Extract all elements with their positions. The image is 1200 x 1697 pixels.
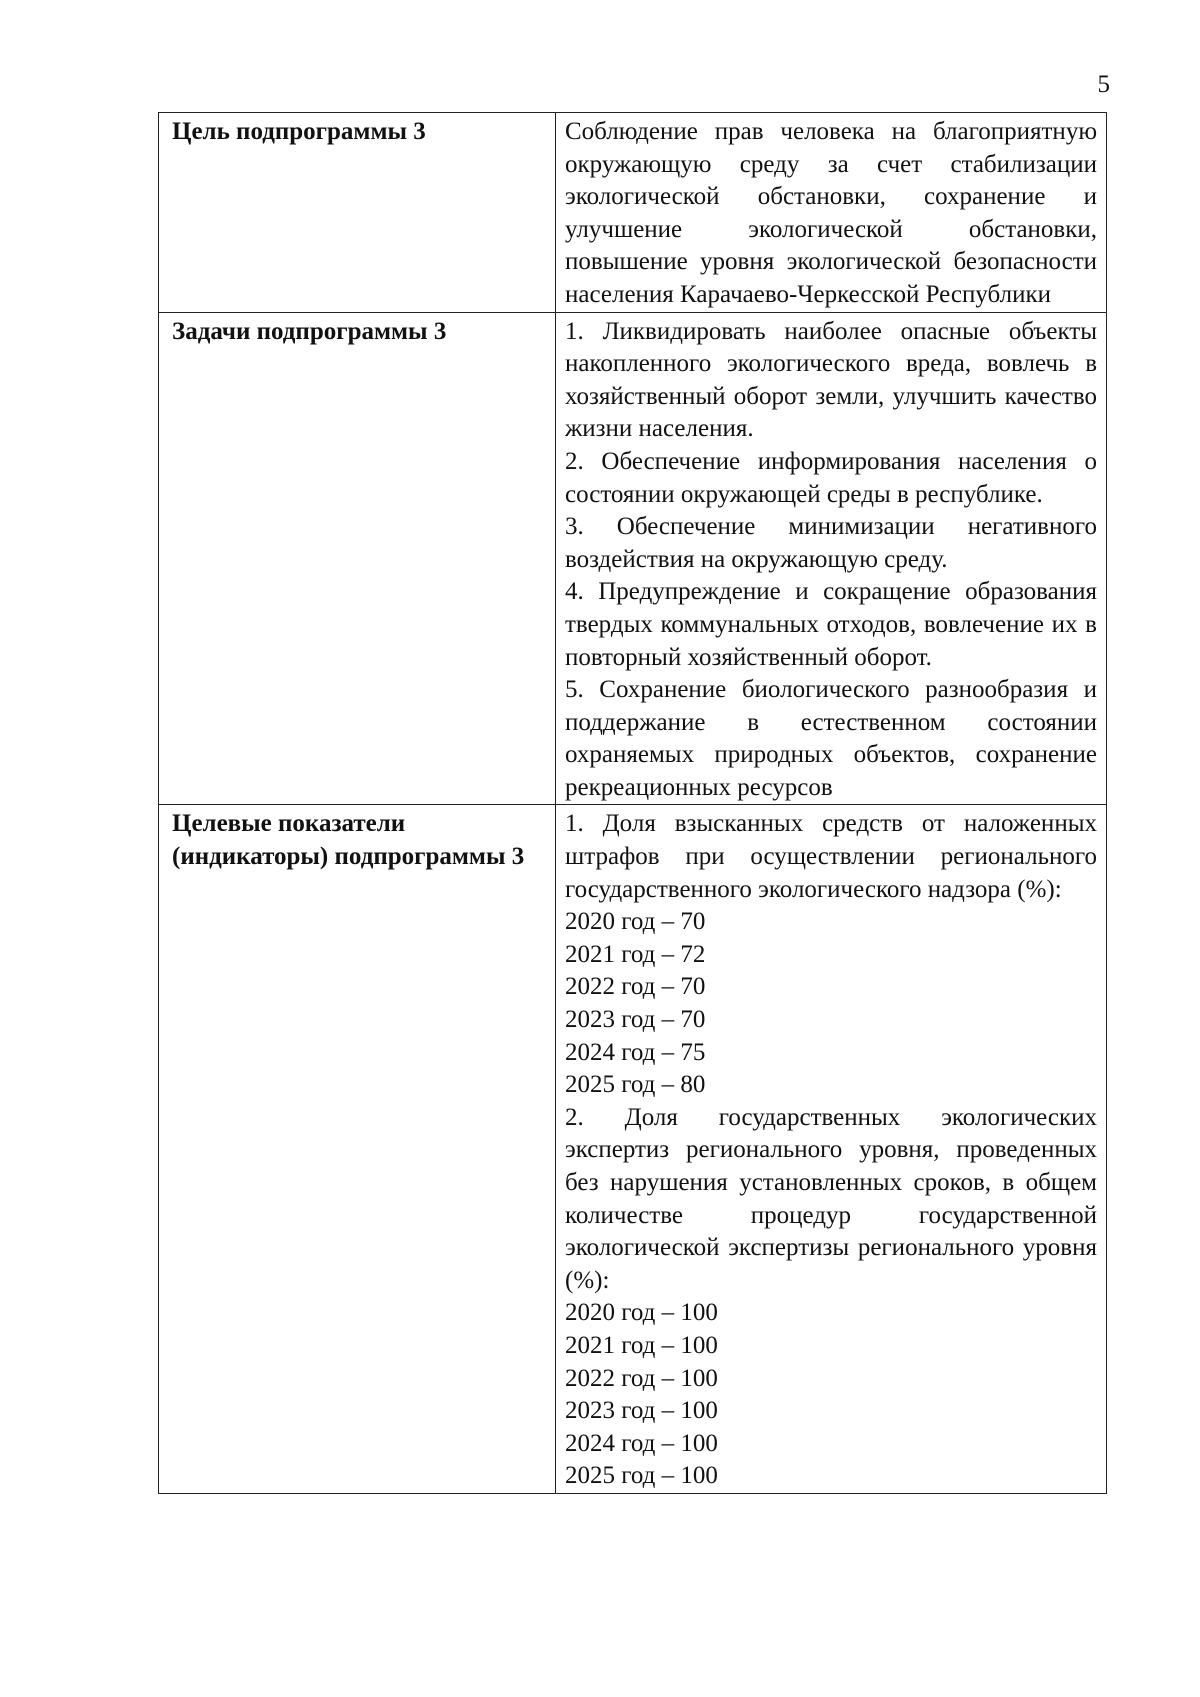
task-item-5: 5. Сохранение биологического разнообразия и поддержание в естественном состоянии охраняемых природных объектов, сохранение рекреационных ресурсов (565, 676, 1097, 801)
task-item-2: 2. Обеспечение информирования населения о состоянии окружающей среды в республике. (565, 447, 1097, 508)
goal-text: Соблюдение прав человека на благоприятную окружающую среду за счет стабилизации экологической обстановки, сохранение и улучшение экологической обстановки, повышение уровня экологической безопасности населения Карачаево-Черкесской Республики (565, 118, 1097, 308)
subprogram-passport-table (158, 112, 1107, 1494)
table-row-indicators (159, 805, 1107, 1493)
task-item-1: 1. Ликвидировать наиболее опасные объекты накопленного экологического вреда, вовлечь в хозяйственный оборот земли, улучшить качество жизни населения. (565, 317, 1097, 443)
indicator-2-year-2025: 2025 год – 100 (565, 1462, 718, 1490)
indicator-1-year-2020: 2020 год – 70 (565, 908, 706, 936)
row-label-indicators: Целевые показатели (индикаторы) подпрограммы 3 (159, 805, 556, 1493)
indicator-2-year-2023: 2023 год – 100 (565, 1397, 718, 1425)
task-item-4: 4. Предупреждение и сокращение образования твердых коммунальных отходов, вовлечение их в повторный хозяйственный оборот. (565, 578, 1097, 671)
indicator-1-title: 1. Доля взысканных средств от наложенных штрафов при осуществлении регионального государственного экологического надзора (%): (565, 810, 1097, 903)
indicator-1-year-2023: 2023 год – 70 (565, 1006, 706, 1034)
row-label-tasks: Задачи подпрограммы 3 (159, 312, 556, 805)
row-value-indicators (556, 805, 1107, 1493)
row-label-goal: Цель подпрограммы 3 (159, 113, 556, 313)
indicator-1-year-2025: 2025 год – 80 (565, 1071, 706, 1099)
table-row-goal (159, 113, 1107, 313)
row-value-goal (556, 113, 1107, 313)
table-row-tasks (159, 312, 1107, 805)
indicator-2-title: 2. Доля государственных экологических экспертиз регионального уровня, проведенных без нарушения установленных сроков, в общем количестве процедур государственной экологической экспертизы регионального уровня (%): (565, 1103, 1097, 1294)
indicator-2-year-2020: 2020 год – 100 (565, 1299, 718, 1327)
row-value-tasks (556, 312, 1107, 805)
indicator-1-year-2024: 2024 год – 75 (565, 1038, 706, 1066)
indicator-2-year-2022: 2022 год – 100 (565, 1364, 718, 1392)
indicator-1-year-2022: 2022 год – 70 (565, 973, 706, 1001)
indicator-1-year-2021: 2021 год – 72 (565, 940, 706, 968)
task-item-3: 3. Обеспечение минимизации негативного воздействия на окружающую среду. (565, 513, 1097, 573)
indicator-2-year-2024: 2024 год – 100 (565, 1429, 718, 1457)
indicator-2-year-2021: 2021 год – 100 (565, 1331, 718, 1359)
page-number: 5 (1097, 71, 1110, 98)
